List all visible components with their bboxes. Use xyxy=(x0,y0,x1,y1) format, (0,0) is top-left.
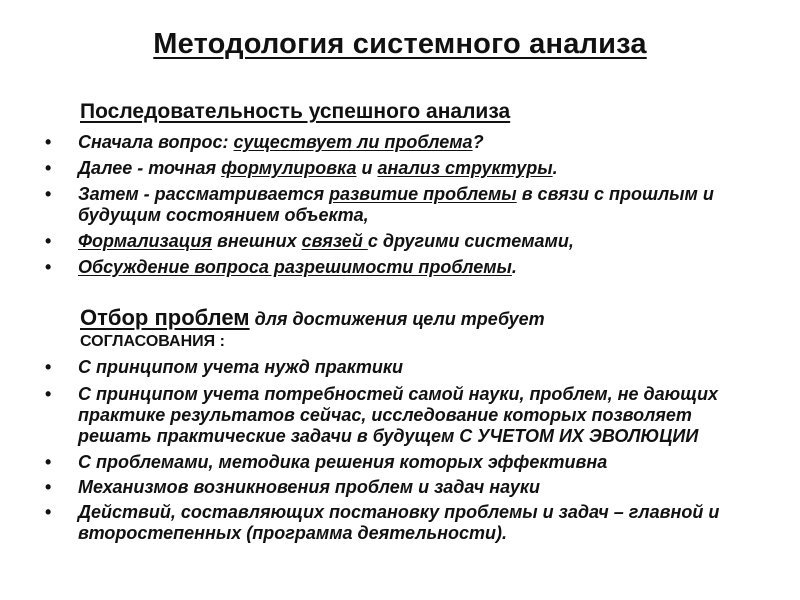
selection-rest: для достижения цели требует xyxy=(249,309,545,329)
selection-list xyxy=(45,357,765,544)
bullet-icon: • xyxy=(45,384,52,404)
list-item: • Формализация внешних связей с другими системами, xyxy=(45,231,574,251)
section-heading-sequence: Последовательность успешного анализа xyxy=(80,100,511,123)
bullet-icon: • xyxy=(45,231,52,251)
bullet-icon: • xyxy=(45,257,52,277)
list-item: • С принципом учета нужд практики xyxy=(45,357,404,377)
bullet-icon: • xyxy=(45,502,52,522)
list-item: • Далее - точная формулировка и анализ структуры. xyxy=(45,158,558,178)
selection-lead: Отбор проблем xyxy=(80,305,250,330)
list-item: • Обсуждение вопроса разрешимости проблемы. xyxy=(45,257,517,277)
bullet-icon: • xyxy=(45,184,52,204)
bullet-icon: • xyxy=(45,158,52,178)
list-item: • Сначала вопрос: существует ли проблема? xyxy=(45,132,484,152)
bullet-icon: • xyxy=(45,357,52,377)
list-item: • С проблемами, методика решения которых эффективна xyxy=(45,452,608,472)
selection-caps: СОГЛАСОВАНИЯ : xyxy=(80,333,225,350)
sequence-list xyxy=(45,132,765,278)
section-heading-selection xyxy=(80,307,780,352)
list-item: • Затем - рассматривается развитие проблемы в связи с прошлым и будущим состоянием объекта, xyxy=(45,184,714,225)
bullet-icon: • xyxy=(45,477,52,497)
list-item: • Механизмов возникновения проблем и задач науки xyxy=(45,477,541,497)
bullet-icon: • xyxy=(45,132,52,152)
slide-title: Методология системного анализа xyxy=(153,28,647,60)
list-item: • С принципом учета потребностей самой науки, проблем, не дающих практике результатов сейчас, исследование которых позволяет решать практические задачи в будущем С УЧЕТОМ ИХ ЭВОЛЮЦИИ xyxy=(45,384,719,446)
bullet-icon: • xyxy=(45,452,52,472)
list-item: • Действий, составляющих постановку проблемы и задач – главной и второстепенных (программа деятельности). xyxy=(45,502,720,543)
